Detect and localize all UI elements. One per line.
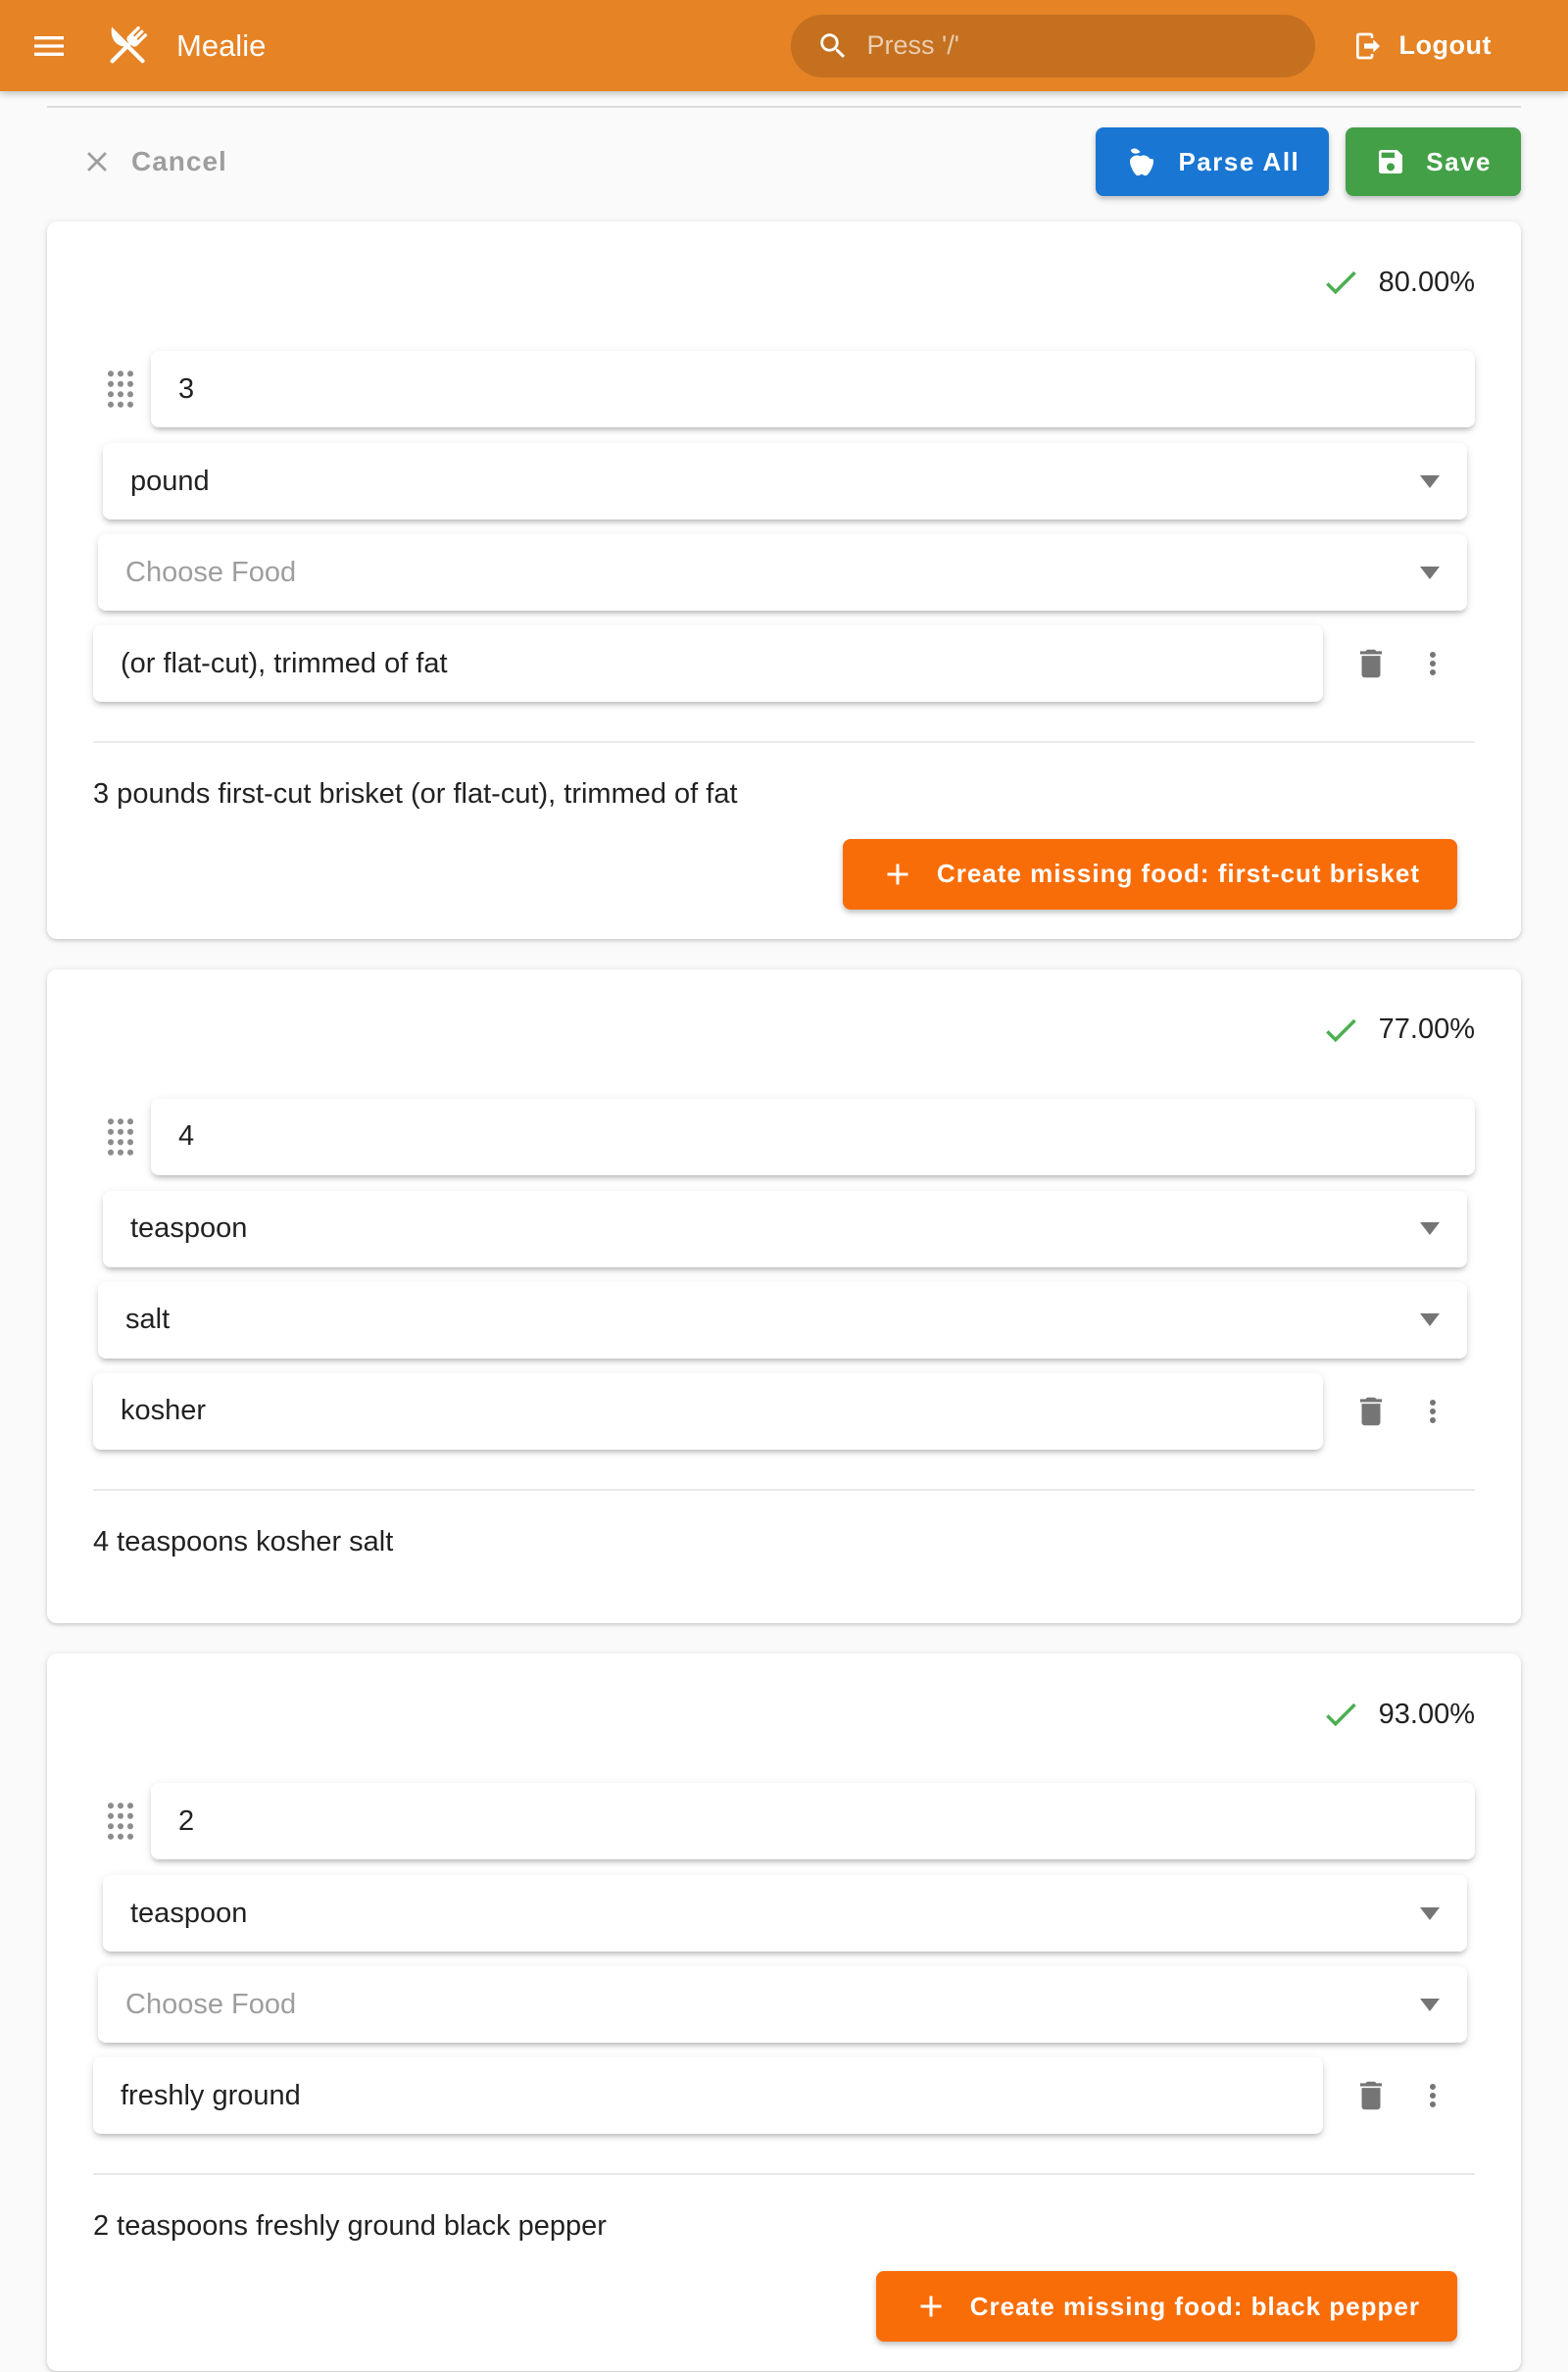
ingredient-card — [47, 222, 1521, 939]
delete-ingredient-button[interactable] — [1352, 2077, 1390, 2114]
more-options-button[interactable] — [1415, 1394, 1450, 1429]
food-select[interactable] — [98, 534, 1467, 611]
chevron-down-icon — [1420, 1222, 1440, 1235]
search-icon — [816, 29, 850, 63]
kebab-icon — [1415, 1394, 1450, 1429]
unit-value: pound — [130, 465, 210, 497]
confidence-value: 80.00% — [1378, 266, 1475, 298]
confidence-row — [47, 222, 1521, 304]
card-divider — [93, 741, 1475, 743]
drag-handle-icon[interactable] — [106, 369, 135, 410]
unit-value: teaspoon — [130, 1897, 248, 1929]
note-field — [93, 1373, 1323, 1450]
mealie-logo-icon — [98, 17, 157, 75]
food-placeholder: Choose Food — [125, 1988, 297, 2020]
unit-select[interactable] — [103, 443, 1467, 519]
note-input[interactable] — [121, 2080, 1296, 2112]
hamburger-menu-icon — [29, 26, 69, 66]
create-missing-food-button[interactable] — [876, 2271, 1457, 2342]
check-icon — [1320, 1010, 1361, 1051]
parse-all-label: Parse All — [1178, 146, 1300, 176]
quantity-input[interactable] — [178, 373, 1447, 406]
trash-icon — [1352, 1393, 1390, 1430]
create-missing-food-button[interactable] — [843, 839, 1457, 910]
logout-button[interactable] — [1352, 30, 1492, 62]
quantity-field — [151, 1099, 1475, 1175]
delete-ingredient-button[interactable] — [1352, 645, 1390, 682]
original-ingredient-text: 3 pounds first-cut brisket (or flat-cut), trimmed of fat — [93, 778, 738, 810]
plus-icon — [913, 2289, 949, 2324]
quantity-field — [151, 351, 1475, 427]
hamburger-menu-button[interactable] — [29, 26, 69, 66]
kebab-icon — [1415, 646, 1450, 681]
unit-select[interactable] — [103, 1875, 1467, 1952]
food-placeholder: Choose Food — [125, 556, 297, 588]
save-button[interactable] — [1346, 127, 1521, 196]
search-placeholder: Press '/' — [866, 30, 959, 60]
note-field — [93, 625, 1323, 702]
drag-handle-icon[interactable] — [106, 1116, 135, 1158]
ingredient-card — [47, 969, 1521, 1624]
food-value: salt — [125, 1304, 171, 1336]
note-field — [93, 2057, 1323, 2134]
delete-ingredient-button[interactable] — [1352, 1393, 1390, 1430]
chevron-down-icon — [1420, 1313, 1440, 1326]
confidence-value: 93.00% — [1378, 1698, 1475, 1730]
create-missing-food-label: Create missing food: black pepper — [969, 2291, 1420, 2321]
app-bar — [0, 0, 1568, 91]
create-missing-food-label: Create missing food: first-cut brisket — [936, 859, 1420, 889]
save-label: Save — [1426, 146, 1492, 176]
more-options-button[interactable] — [1415, 2078, 1450, 2113]
quantity-field — [151, 1783, 1475, 1859]
food-select[interactable] — [98, 1282, 1467, 1359]
check-icon — [1320, 262, 1361, 303]
card-divider — [93, 2173, 1475, 2175]
logout-label: Logout — [1398, 30, 1492, 60]
chevron-down-icon — [1420, 475, 1440, 488]
chevron-down-icon — [1420, 567, 1440, 579]
trash-icon — [1352, 2077, 1390, 2114]
parse-all-button[interactable] — [1096, 127, 1329, 196]
header-divider — [47, 106, 1521, 108]
confidence-row — [47, 1654, 1521, 1736]
chevron-down-icon — [1420, 1999, 1440, 2011]
note-input[interactable] — [121, 648, 1296, 680]
unit-value: teaspoon — [130, 1212, 248, 1245]
more-options-button[interactable] — [1415, 646, 1450, 681]
ingredient-card — [47, 1654, 1521, 2371]
quantity-input[interactable] — [178, 1120, 1447, 1153]
trash-icon — [1352, 645, 1390, 682]
logout-icon — [1352, 30, 1384, 62]
apple-icon — [1125, 145, 1158, 178]
original-ingredient-text: 2 teaspoons freshly ground black pepper — [93, 2210, 607, 2243]
plus-icon — [880, 857, 915, 892]
unit-select[interactable] — [103, 1191, 1467, 1267]
quantity-input[interactable] — [178, 1805, 1447, 1838]
original-ingredient-text: 4 teaspoons kosher salt — [93, 1525, 394, 1557]
parser-toolbar — [47, 127, 1521, 196]
card-divider — [93, 1489, 1475, 1491]
cancel-button[interactable] — [74, 144, 233, 179]
search-input[interactable] — [791, 15, 1315, 77]
confidence-row — [47, 969, 1521, 1052]
close-icon — [80, 145, 114, 178]
save-icon — [1375, 146, 1406, 177]
cancel-label: Cancel — [131, 146, 227, 176]
chevron-down-icon — [1420, 1907, 1440, 1920]
app-title: Mealie — [176, 27, 267, 63]
kebab-icon — [1415, 2078, 1450, 2113]
check-icon — [1320, 1694, 1361, 1735]
food-select[interactable] — [98, 1966, 1467, 2043]
confidence-value: 77.00% — [1378, 1013, 1475, 1046]
drag-handle-icon[interactable] — [106, 1801, 135, 1842]
note-input[interactable] — [121, 1395, 1296, 1427]
